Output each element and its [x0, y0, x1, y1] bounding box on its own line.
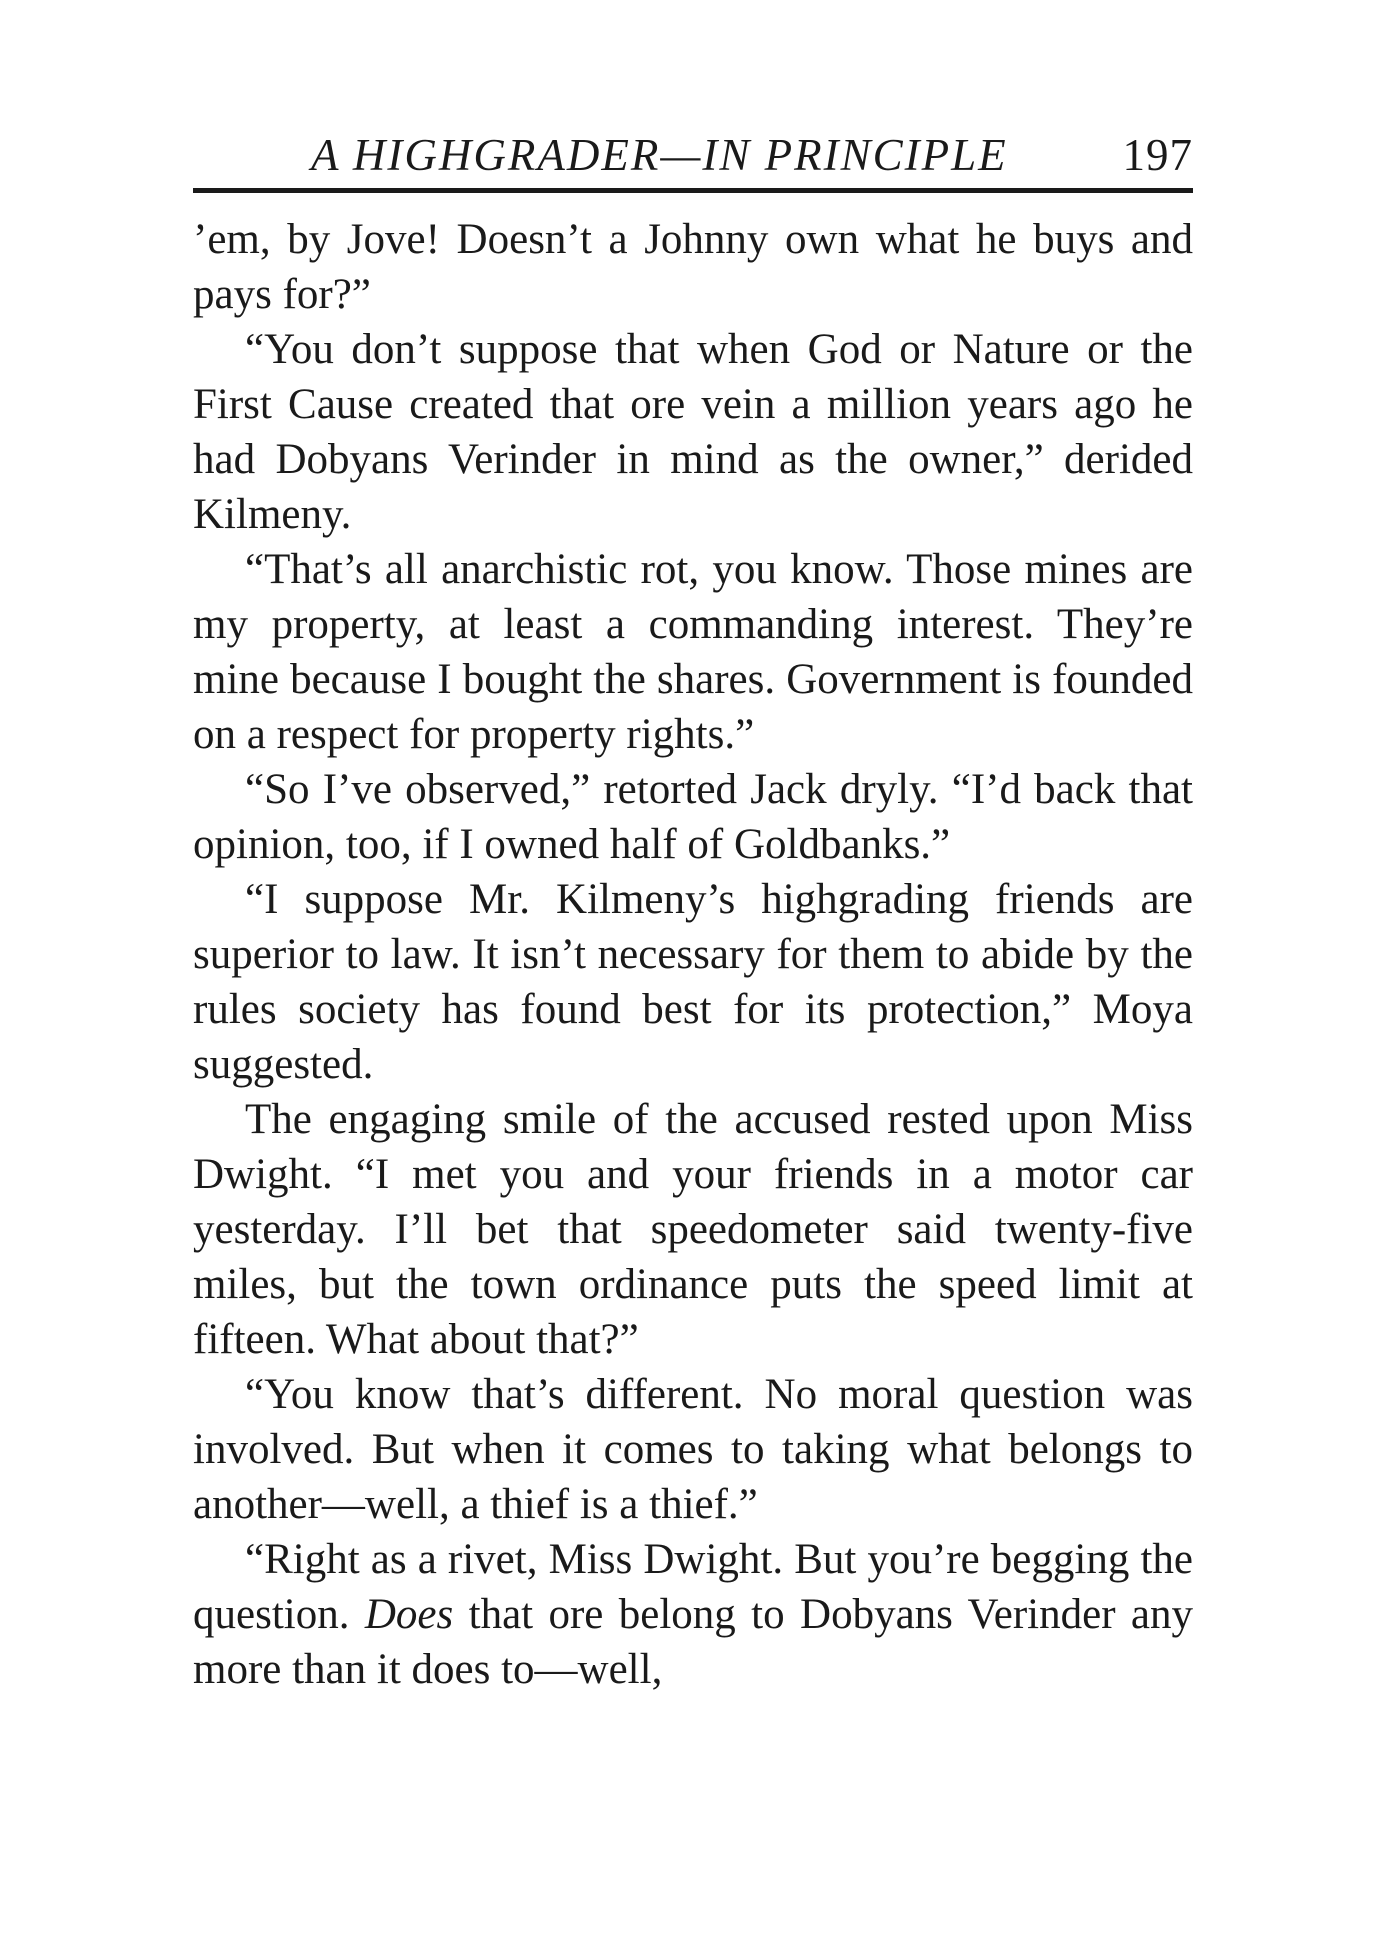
paragraph-text: that ore belong to Dobyans Verinder any more than it does to—well, — [193, 1591, 1194, 1693]
paragraph: “I suppose Mr. Kilmeny’s highgrading friends are superior to law. It isn’t necessary for them to abide by the rules society has found best for its protection,” Moya suggested. — [193, 876, 1193, 1088]
paragraph-text: “Right as a rivet, Miss Dwight. But you’re begging the question. — [193, 1536, 1193, 1638]
paragraph: ’em, by Jove! Doesn’t a Johnny own what he buys and pays for?” — [193, 216, 1193, 318]
page-number: 197 — [1122, 130, 1193, 180]
emphasized-word: Does — [364, 1591, 454, 1638]
header-rule — [193, 188, 1193, 193]
paragraph: “So I’ve observed,” retorted Jack dryly. “I’d back that opinion, too, if I owned half of Goldbanks.” — [193, 766, 1193, 868]
paragraph: The engaging smile of the accused rested upon Miss Dwight. “I met you and your friends in a motor car yesterday. I’ll bet that speedometer said twenty-five miles, but the town ordinance puts the speed limit at fifteen. What about that?” — [193, 1096, 1193, 1363]
paragraph: “You know that’s different. No moral question was involved. But when it comes to taking what belongs to another—well, a thief is a thief.” — [193, 1371, 1193, 1528]
body-text — [193, 212, 1193, 1697]
running-title: A HIGHGRADER—IN PRINCIPLE — [311, 130, 1008, 180]
paragraph: “That’s all anarchistic rot, you know. Those mines are my property, at least a commanding interest. They’re mine because I bought the shares. Government is founded on a respect for property rights.” — [193, 546, 1193, 758]
paragraph — [193, 1532, 1193, 1697]
running-head — [193, 124, 1193, 186]
paragraph: “You don’t suppose that when God or Nature or the First Cause created that ore vein a million years ago he had Dobyans Verinder in mind as the owner,” derided Kilmeny. — [193, 326, 1193, 538]
